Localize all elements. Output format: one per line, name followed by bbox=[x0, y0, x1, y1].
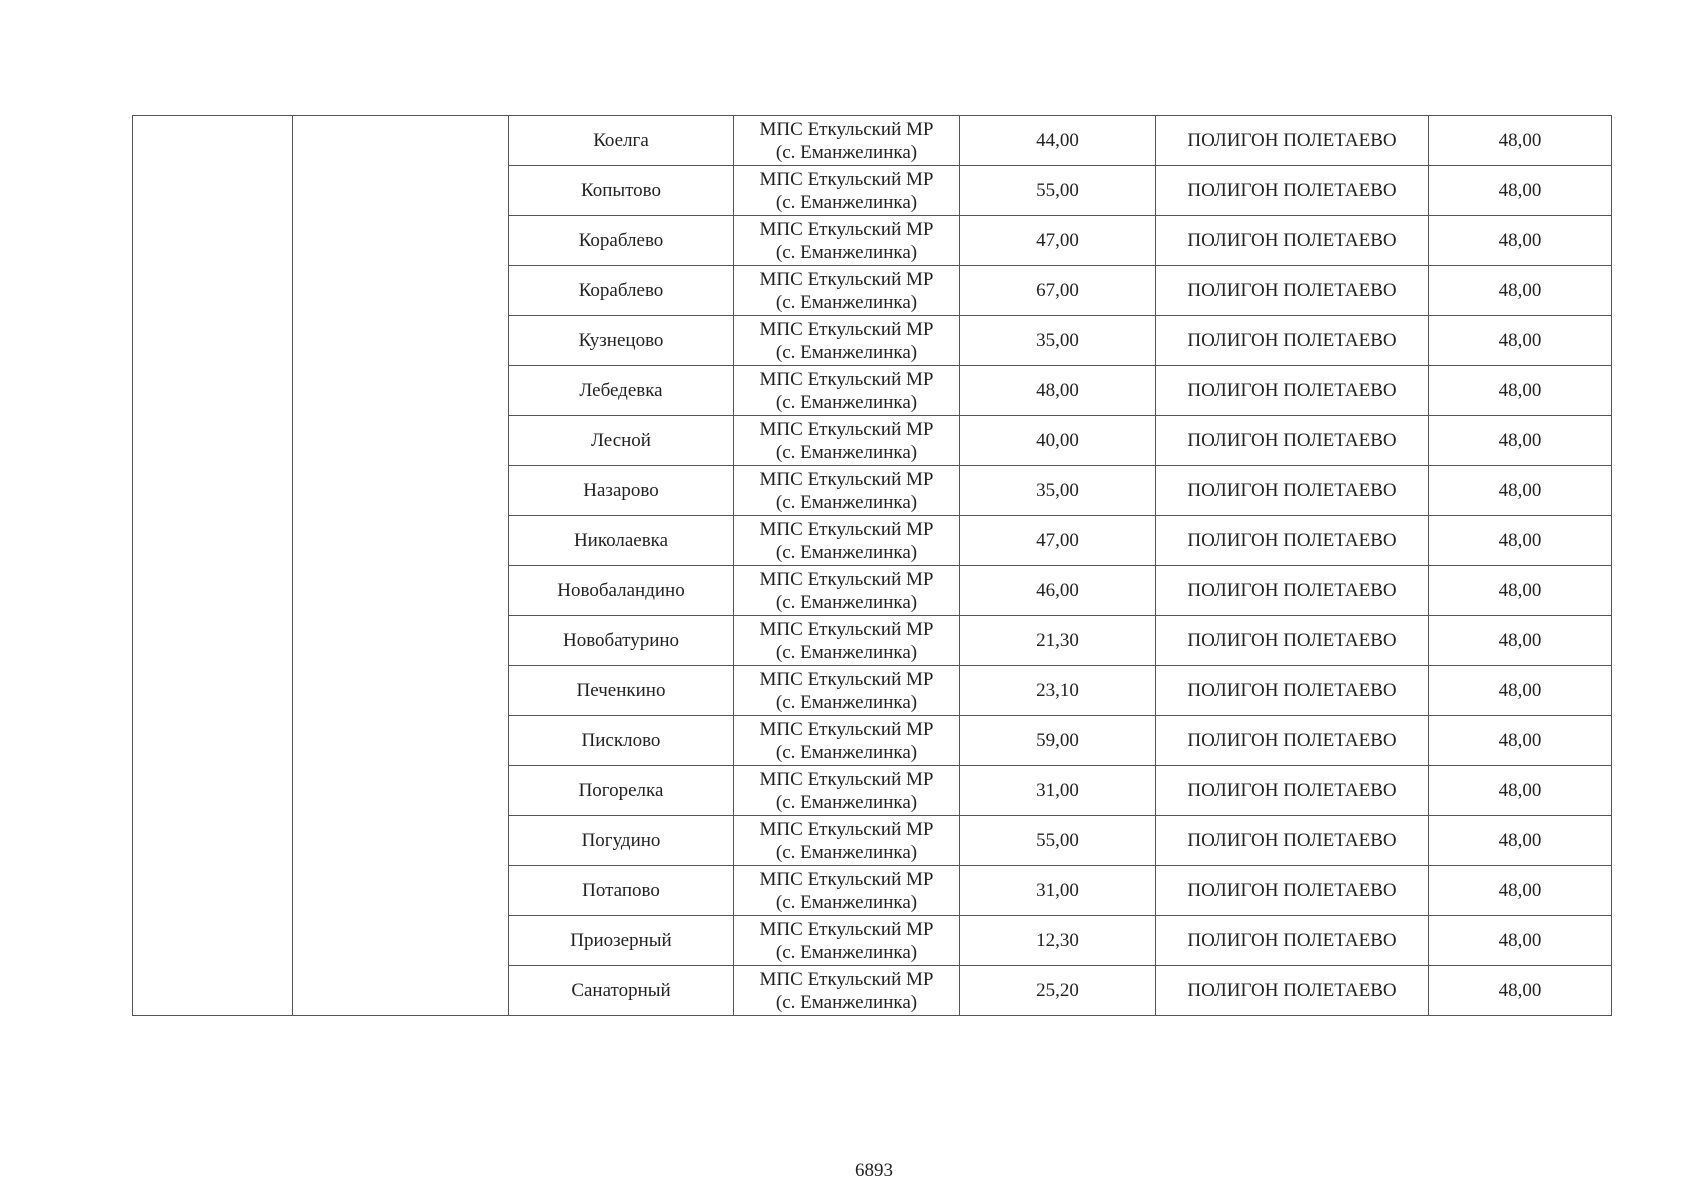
mps-cell bbox=[734, 766, 960, 816]
distance-to-mps-cell: 40,00 bbox=[960, 416, 1156, 466]
polygon-cell: ПОЛИГОН ПОЛЕТАЕВО bbox=[1156, 766, 1429, 816]
settlement-cell: Погорелка bbox=[509, 766, 734, 816]
polygon-cell: ПОЛИГОН ПОЛЕТАЕВО bbox=[1156, 616, 1429, 666]
settlement-cell: Копытово bbox=[509, 166, 734, 216]
mps-cell bbox=[734, 416, 960, 466]
settlement-cell: Потапово bbox=[509, 866, 734, 916]
settlement-cell: Кораблево bbox=[509, 266, 734, 316]
mps-location: (с. Еманжелинка) bbox=[775, 441, 918, 463]
polygon-cell: ПОЛИГОН ПОЛЕТАЕВО bbox=[1156, 166, 1429, 216]
polygon-cell: ПОЛИГОН ПОЛЕТАЕВО bbox=[1156, 716, 1429, 766]
mps-location: (с. Еманжелинка) bbox=[775, 491, 918, 513]
mps-location: (с. Еманжелинка) bbox=[775, 141, 918, 163]
mps-cell bbox=[734, 366, 960, 416]
distance-to-polygon-cell: 48,00 bbox=[1429, 466, 1612, 516]
distance-to-mps-cell: 35,00 bbox=[960, 316, 1156, 366]
mps-name: МПС Еткульский МР bbox=[759, 868, 934, 890]
settlement-cell: Печенкино bbox=[509, 666, 734, 716]
polygon-cell: ПОЛИГОН ПОЛЕТАЕВО bbox=[1156, 516, 1429, 566]
settlement-cell: Лебедевка bbox=[509, 366, 734, 416]
settlement-cell: Лесной bbox=[509, 416, 734, 466]
distance-to-polygon-cell: 48,00 bbox=[1429, 166, 1612, 216]
distance-to-mps-cell: 12,30 bbox=[960, 916, 1156, 966]
distance-to-polygon-cell: 48,00 bbox=[1429, 516, 1612, 566]
mps-cell bbox=[734, 166, 960, 216]
polygon-cell: ПОЛИГОН ПОЛЕТАЕВО bbox=[1156, 116, 1429, 166]
mps-location: (с. Еманжелинка) bbox=[775, 191, 918, 213]
mps-cell bbox=[734, 216, 960, 266]
mps-cell bbox=[734, 466, 960, 516]
mps-location: (с. Еманжелинка) bbox=[775, 791, 918, 813]
mps-name: МПС Еткульский МР bbox=[759, 118, 934, 140]
mps-cell bbox=[734, 916, 960, 966]
settlement-cell: Санаторный bbox=[509, 966, 734, 1016]
mps-location: (с. Еманжелинка) bbox=[775, 691, 918, 713]
distance-to-polygon-cell: 48,00 bbox=[1429, 416, 1612, 466]
mps-name: МПС Еткульский МР bbox=[759, 468, 934, 490]
mps-cell bbox=[734, 266, 960, 316]
mps-location: (с. Еманжелинка) bbox=[775, 341, 918, 363]
mps-location: (с. Еманжелинка) bbox=[775, 241, 918, 263]
distance-to-mps-cell: 25,20 bbox=[960, 966, 1156, 1016]
distance-to-polygon-cell: 48,00 bbox=[1429, 316, 1612, 366]
distance-to-polygon-cell: 48,00 bbox=[1429, 666, 1612, 716]
polygon-cell: ПОЛИГОН ПОЛЕТАЕВО bbox=[1156, 916, 1429, 966]
mps-location: (с. Еманжелинка) bbox=[775, 541, 918, 563]
mps-location: (с. Еманжелинка) bbox=[775, 641, 918, 663]
distance-to-mps-cell: 47,00 bbox=[960, 216, 1156, 266]
table-row bbox=[133, 116, 1612, 166]
mps-name: МПС Еткульский МР bbox=[759, 268, 934, 290]
distance-to-mps-cell: 55,00 bbox=[960, 166, 1156, 216]
distance-to-mps-cell: 47,00 bbox=[960, 516, 1156, 566]
mps-location: (с. Еманжелинка) bbox=[775, 591, 918, 613]
mps-name: МПС Еткульский МР bbox=[759, 768, 934, 790]
distance-to-polygon-cell: 48,00 bbox=[1429, 116, 1612, 166]
mps-cell bbox=[734, 316, 960, 366]
settlement-cell: Новобатурино bbox=[509, 616, 734, 666]
mps-location: (с. Еманжелинка) bbox=[775, 941, 918, 963]
table-body bbox=[133, 116, 1612, 1016]
distance-to-mps-cell: 46,00 bbox=[960, 566, 1156, 616]
settlement-cell: Писклово bbox=[509, 716, 734, 766]
mps-cell bbox=[734, 616, 960, 666]
polygon-cell: ПОЛИГОН ПОЛЕТАЕВО bbox=[1156, 316, 1429, 366]
polygon-cell: ПОЛИГОН ПОЛЕТАЕВО bbox=[1156, 416, 1429, 466]
mps-name: МПС Еткульский МР bbox=[759, 918, 934, 940]
mps-name: МПС Еткульский МР bbox=[759, 218, 934, 240]
mps-location: (с. Еманжелинка) bbox=[775, 391, 918, 413]
mps-name: МПС Еткульский МР bbox=[759, 318, 934, 340]
mps-cell bbox=[734, 666, 960, 716]
distance-to-polygon-cell: 48,00 bbox=[1429, 716, 1612, 766]
settlement-cell: Николаевка bbox=[509, 516, 734, 566]
distance-to-mps-cell: 35,00 bbox=[960, 466, 1156, 516]
mps-location: (с. Еманжелинка) bbox=[775, 841, 918, 863]
distance-to-mps-cell: 55,00 bbox=[960, 816, 1156, 866]
polygon-cell: ПОЛИГОН ПОЛЕТАЕВО bbox=[1156, 466, 1429, 516]
settlement-cell: Кораблево bbox=[509, 216, 734, 266]
empty-merged-cell-2 bbox=[293, 116, 509, 1016]
mps-name: МПС Еткульский МР bbox=[759, 168, 934, 190]
mps-name: МПС Еткульский МР bbox=[759, 668, 934, 690]
polygon-cell: ПОЛИГОН ПОЛЕТАЕВО bbox=[1156, 666, 1429, 716]
mps-name: МПС Еткульский МР bbox=[759, 718, 934, 740]
distance-to-polygon-cell: 48,00 bbox=[1429, 966, 1612, 1016]
mps-cell bbox=[734, 566, 960, 616]
distance-to-mps-cell: 31,00 bbox=[960, 766, 1156, 816]
distance-to-polygon-cell: 48,00 bbox=[1429, 866, 1612, 916]
page-number: 6893 bbox=[855, 1160, 893, 1181]
mps-name: МПС Еткульский МР bbox=[759, 518, 934, 540]
distance-to-polygon-cell: 48,00 bbox=[1429, 366, 1612, 416]
distance-to-polygon-cell: 48,00 bbox=[1429, 916, 1612, 966]
distance-to-polygon-cell: 48,00 bbox=[1429, 766, 1612, 816]
settlement-cell: Новобаландино bbox=[509, 566, 734, 616]
distance-to-mps-cell: 59,00 bbox=[960, 716, 1156, 766]
mps-cell bbox=[734, 866, 960, 916]
distance-to-mps-cell: 48,00 bbox=[960, 366, 1156, 416]
mps-cell bbox=[734, 816, 960, 866]
mps-cell bbox=[734, 116, 960, 166]
settlement-cell: Назарово bbox=[509, 466, 734, 516]
settlement-cell: Кузнецово bbox=[509, 316, 734, 366]
distance-to-polygon-cell: 48,00 bbox=[1429, 566, 1612, 616]
polygon-cell: ПОЛИГОН ПОЛЕТАЕВО bbox=[1156, 966, 1429, 1016]
settlement-cell: Погудино bbox=[509, 816, 734, 866]
mps-location: (с. Еманжелинка) bbox=[775, 891, 918, 913]
polygon-cell: ПОЛИГОН ПОЛЕТАЕВО bbox=[1156, 216, 1429, 266]
polygon-cell: ПОЛИГОН ПОЛЕТАЕВО bbox=[1156, 866, 1429, 916]
empty-merged-cell-1 bbox=[133, 116, 293, 1016]
settlement-cell: Приозерный bbox=[509, 916, 734, 966]
mps-name: МПС Еткульский МР bbox=[759, 968, 934, 990]
distance-to-polygon-cell: 48,00 bbox=[1429, 216, 1612, 266]
mps-cell bbox=[734, 966, 960, 1016]
mps-location: (с. Еманжелинка) bbox=[775, 291, 918, 313]
distance-to-mps-cell: 23,10 bbox=[960, 666, 1156, 716]
polygon-cell: ПОЛИГОН ПОЛЕТАЕВО bbox=[1156, 566, 1429, 616]
distance-to-polygon-cell: 48,00 bbox=[1429, 266, 1612, 316]
distance-to-mps-cell: 67,00 bbox=[960, 266, 1156, 316]
mps-name: МПС Еткульский МР bbox=[759, 568, 934, 590]
distance-to-mps-cell: 21,30 bbox=[960, 616, 1156, 666]
mps-name: МПС Еткульский МР bbox=[759, 368, 934, 390]
polygon-cell: ПОЛИГОН ПОЛЕТАЕВО bbox=[1156, 266, 1429, 316]
mps-name: МПС Еткульский МР bbox=[759, 418, 934, 440]
mps-cell bbox=[734, 716, 960, 766]
distance-to-mps-cell: 44,00 bbox=[960, 116, 1156, 166]
mps-cell bbox=[734, 516, 960, 566]
distance-to-polygon-cell: 48,00 bbox=[1429, 616, 1612, 666]
polygon-cell: ПОЛИГОН ПОЛЕТАЕВО bbox=[1156, 366, 1429, 416]
data-table bbox=[132, 115, 1612, 1016]
mps-name: МПС Еткульский МР bbox=[759, 618, 934, 640]
mps-location: (с. Еманжелинка) bbox=[775, 991, 918, 1013]
mps-name: МПС Еткульский МР bbox=[759, 818, 934, 840]
distance-to-polygon-cell: 48,00 bbox=[1429, 816, 1612, 866]
polygon-cell: ПОЛИГОН ПОЛЕТАЕВО bbox=[1156, 816, 1429, 866]
distance-to-mps-cell: 31,00 bbox=[960, 866, 1156, 916]
settlement-cell: Коелга bbox=[509, 116, 734, 166]
mps-location: (с. Еманжелинка) bbox=[775, 741, 918, 763]
